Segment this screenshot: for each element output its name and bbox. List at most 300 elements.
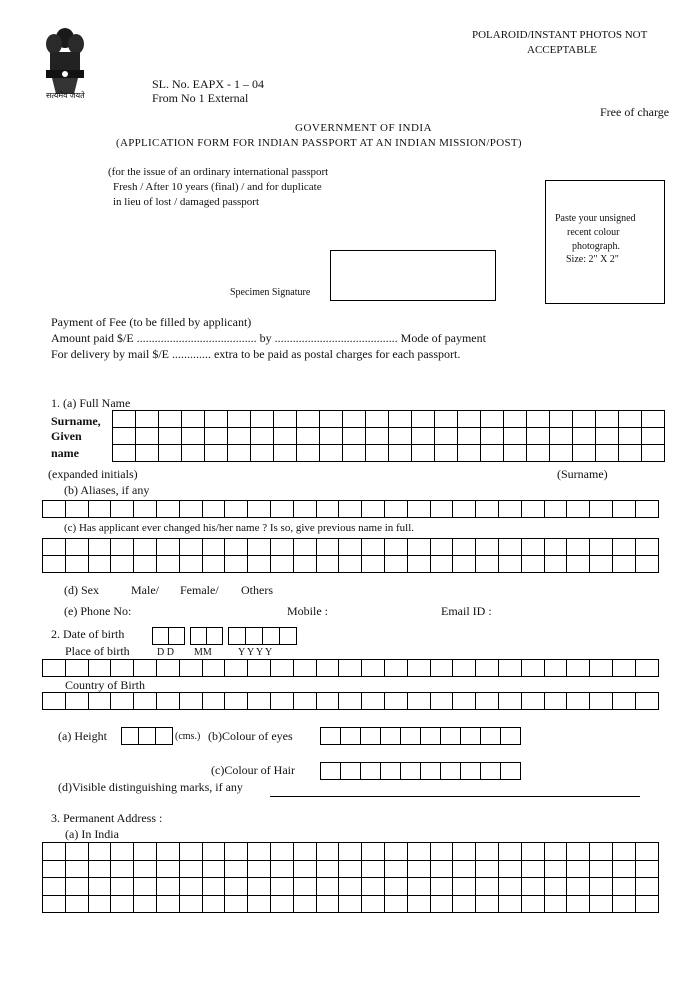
grid-cell[interactable] bbox=[385, 501, 408, 518]
grid-cell[interactable] bbox=[385, 843, 408, 861]
grid-cell[interactable] bbox=[362, 539, 385, 556]
grid-cell[interactable] bbox=[225, 501, 248, 518]
previous-name-grid[interactable] bbox=[42, 538, 659, 573]
grid-cell[interactable] bbox=[113, 445, 136, 462]
sex-female[interactable]: Female/ bbox=[180, 583, 219, 597]
grid-cell[interactable] bbox=[499, 843, 522, 861]
grid-cell[interactable] bbox=[362, 843, 385, 861]
grid-cell[interactable] bbox=[408, 693, 431, 710]
grid-cell[interactable] bbox=[43, 501, 66, 518]
grid-cell[interactable] bbox=[481, 728, 501, 745]
grid-cell[interactable] bbox=[225, 861, 248, 879]
grid-cell[interactable] bbox=[453, 843, 476, 861]
grid-cell[interactable] bbox=[362, 861, 385, 879]
grid-cell[interactable] bbox=[229, 628, 246, 645]
grid-cell[interactable] bbox=[412, 411, 435, 428]
grid-cell[interactable] bbox=[499, 660, 522, 677]
grid-cell[interactable] bbox=[225, 878, 248, 896]
grid-cell[interactable] bbox=[317, 660, 340, 677]
grid-cell[interactable] bbox=[522, 501, 545, 518]
grid-cell[interactable] bbox=[136, 445, 159, 462]
grid-cell[interactable] bbox=[613, 878, 636, 896]
grid-cell[interactable] bbox=[590, 843, 613, 861]
grid-cell[interactable] bbox=[191, 628, 207, 645]
grid-cell[interactable] bbox=[590, 861, 613, 879]
grid-cell[interactable] bbox=[43, 539, 66, 556]
grid-cell[interactable] bbox=[408, 878, 431, 896]
grid-cell[interactable] bbox=[341, 763, 361, 780]
grid-cell[interactable] bbox=[361, 728, 381, 745]
grid-cell[interactable] bbox=[461, 728, 481, 745]
grid-cell[interactable] bbox=[636, 539, 659, 556]
grid-cell[interactable] bbox=[111, 878, 134, 896]
grid-cell[interactable] bbox=[343, 445, 366, 462]
grid-cell[interactable] bbox=[157, 556, 180, 573]
grid-cell[interactable] bbox=[476, 660, 499, 677]
grid-cell[interactable] bbox=[567, 878, 590, 896]
grid-cell[interactable] bbox=[567, 843, 590, 861]
grid-cell[interactable] bbox=[339, 501, 362, 518]
grid-cell[interactable] bbox=[501, 728, 521, 745]
grid-cell[interactable] bbox=[157, 660, 180, 677]
sex-male[interactable]: Male/ bbox=[131, 583, 159, 597]
grid-cell[interactable] bbox=[590, 501, 613, 518]
grid-cell[interactable] bbox=[567, 861, 590, 879]
grid-cell[interactable] bbox=[43, 878, 66, 896]
grid-cell[interactable] bbox=[343, 411, 366, 428]
grid-cell[interactable] bbox=[545, 878, 568, 896]
grid-cell[interactable] bbox=[297, 428, 320, 445]
grid-cell[interactable] bbox=[619, 428, 642, 445]
grid-cell[interactable] bbox=[43, 693, 66, 710]
grid-cell[interactable] bbox=[225, 539, 248, 556]
grid-cell[interactable] bbox=[421, 728, 441, 745]
grid-cell[interactable] bbox=[248, 539, 271, 556]
grid-cell[interactable] bbox=[401, 763, 421, 780]
grid-cell[interactable] bbox=[317, 861, 340, 879]
grid-cell[interactable] bbox=[613, 556, 636, 573]
grid-cell[interactable] bbox=[248, 861, 271, 879]
grid-cell[interactable] bbox=[89, 861, 112, 879]
grid-cell[interactable] bbox=[481, 445, 504, 462]
grid-cell[interactable] bbox=[294, 878, 317, 896]
grid-cell[interactable] bbox=[271, 861, 294, 879]
grid-cell[interactable] bbox=[248, 896, 271, 914]
grid-cell[interactable] bbox=[159, 411, 182, 428]
grid-cell[interactable] bbox=[476, 501, 499, 518]
grid-cell[interactable] bbox=[476, 878, 499, 896]
grid-cell[interactable] bbox=[431, 556, 454, 573]
grid-cell[interactable] bbox=[527, 428, 550, 445]
grid-cell[interactable] bbox=[431, 878, 454, 896]
grid-cell[interactable] bbox=[157, 861, 180, 879]
grid-cell[interactable] bbox=[385, 896, 408, 914]
grid-cell[interactable] bbox=[613, 896, 636, 914]
grid-cell[interactable] bbox=[476, 539, 499, 556]
grid-cell[interactable] bbox=[567, 693, 590, 710]
grid-cell[interactable] bbox=[153, 628, 169, 645]
grid-cell[interactable] bbox=[66, 501, 89, 518]
dob-year-grid[interactable] bbox=[228, 627, 297, 645]
grid-cell[interactable] bbox=[246, 628, 263, 645]
grid-cell[interactable] bbox=[320, 411, 343, 428]
grid-cell[interactable] bbox=[139, 728, 156, 745]
grid-cell[interactable] bbox=[499, 556, 522, 573]
grid-cell[interactable] bbox=[271, 539, 294, 556]
grid-cell[interactable] bbox=[636, 660, 659, 677]
grid-cell[interactable] bbox=[408, 896, 431, 914]
grid-cell[interactable] bbox=[180, 660, 203, 677]
grid-cell[interactable] bbox=[504, 445, 527, 462]
grid-cell[interactable] bbox=[203, 896, 226, 914]
grid-cell[interactable] bbox=[590, 878, 613, 896]
grid-cell[interactable] bbox=[590, 660, 613, 677]
grid-cell[interactable] bbox=[545, 693, 568, 710]
grid-cell[interactable] bbox=[499, 693, 522, 710]
grid-cell[interactable] bbox=[596, 428, 619, 445]
grid-cell[interactable] bbox=[203, 693, 226, 710]
grid-cell[interactable] bbox=[43, 861, 66, 879]
grid-cell[interactable] bbox=[317, 878, 340, 896]
grid-cell[interactable] bbox=[458, 428, 481, 445]
grid-cell[interactable] bbox=[134, 861, 157, 879]
grid-cell[interactable] bbox=[203, 843, 226, 861]
grid-cell[interactable] bbox=[550, 411, 573, 428]
grid-cell[interactable] bbox=[435, 411, 458, 428]
grid-cell[interactable] bbox=[441, 763, 461, 780]
grid-cell[interactable] bbox=[294, 896, 317, 914]
grid-cell[interactable] bbox=[613, 861, 636, 879]
grid-cell[interactable] bbox=[339, 693, 362, 710]
grid-cell[interactable] bbox=[573, 428, 596, 445]
grid-cell[interactable] bbox=[205, 428, 228, 445]
grid-cell[interactable] bbox=[113, 411, 136, 428]
grid-cell[interactable] bbox=[317, 556, 340, 573]
grid-cell[interactable] bbox=[207, 628, 223, 645]
grid-cell[interactable] bbox=[636, 896, 659, 914]
grid-cell[interactable] bbox=[431, 693, 454, 710]
grid-cell[interactable] bbox=[476, 693, 499, 710]
grid-cell[interactable] bbox=[545, 861, 568, 879]
grid-cell[interactable] bbox=[567, 501, 590, 518]
grid-cell[interactable] bbox=[228, 428, 251, 445]
grid-cell[interactable] bbox=[321, 763, 341, 780]
grid-cell[interactable] bbox=[619, 445, 642, 462]
grid-cell[interactable] bbox=[182, 445, 205, 462]
grid-cell[interactable] bbox=[203, 861, 226, 879]
grid-cell[interactable] bbox=[361, 763, 381, 780]
grid-cell[interactable] bbox=[453, 878, 476, 896]
grid-cell[interactable] bbox=[182, 428, 205, 445]
grid-cell[interactable] bbox=[248, 843, 271, 861]
grid-cell[interactable] bbox=[271, 556, 294, 573]
grid-cell[interactable] bbox=[412, 428, 435, 445]
grid-cell[interactable] bbox=[339, 878, 362, 896]
grid-cell[interactable] bbox=[476, 843, 499, 861]
grid-cell[interactable] bbox=[111, 501, 134, 518]
grid-cell[interactable] bbox=[453, 693, 476, 710]
grid-cell[interactable] bbox=[501, 763, 521, 780]
grid-cell[interactable] bbox=[66, 861, 89, 879]
grid-cell[interactable] bbox=[550, 428, 573, 445]
grid-cell[interactable] bbox=[636, 843, 659, 861]
grid-cell[interactable] bbox=[408, 843, 431, 861]
grid-cell[interactable] bbox=[636, 861, 659, 879]
grid-cell[interactable] bbox=[499, 896, 522, 914]
grid-cell[interactable] bbox=[89, 660, 112, 677]
grid-cell[interactable] bbox=[251, 428, 274, 445]
grid-cell[interactable] bbox=[134, 556, 157, 573]
grid-cell[interactable] bbox=[180, 693, 203, 710]
grid-cell[interactable] bbox=[225, 693, 248, 710]
grid-cell[interactable] bbox=[111, 896, 134, 914]
grid-cell[interactable] bbox=[157, 501, 180, 518]
aliases-grid[interactable] bbox=[42, 500, 659, 518]
grid-cell[interactable] bbox=[435, 445, 458, 462]
grid-cell[interactable] bbox=[408, 660, 431, 677]
grid-cell[interactable] bbox=[573, 445, 596, 462]
grid-cell[interactable] bbox=[89, 693, 112, 710]
grid-cell[interactable] bbox=[522, 843, 545, 861]
grid-cell[interactable] bbox=[159, 445, 182, 462]
grid-cell[interactable] bbox=[385, 693, 408, 710]
grid-cell[interactable] bbox=[389, 411, 412, 428]
dob-month-grid[interactable] bbox=[190, 627, 223, 645]
grid-cell[interactable] bbox=[527, 411, 550, 428]
grid-cell[interactable] bbox=[408, 501, 431, 518]
grid-cell[interactable] bbox=[642, 428, 665, 445]
grid-cell[interactable] bbox=[590, 896, 613, 914]
grid-cell[interactable] bbox=[362, 878, 385, 896]
grid-cell[interactable] bbox=[522, 896, 545, 914]
grid-cell[interactable] bbox=[66, 660, 89, 677]
sex-others[interactable]: Others bbox=[241, 583, 273, 597]
grid-cell[interactable] bbox=[159, 428, 182, 445]
grid-cell[interactable] bbox=[431, 843, 454, 861]
grid-cell[interactable] bbox=[225, 556, 248, 573]
grid-cell[interactable] bbox=[89, 556, 112, 573]
grid-cell[interactable] bbox=[339, 896, 362, 914]
grid-cell[interactable] bbox=[248, 501, 271, 518]
grid-cell[interactable] bbox=[385, 556, 408, 573]
grid-cell[interactable] bbox=[134, 539, 157, 556]
grid-cell[interactable] bbox=[642, 411, 665, 428]
grid-cell[interactable] bbox=[317, 693, 340, 710]
grid-cell[interactable] bbox=[441, 728, 461, 745]
india-address-grid[interactable] bbox=[42, 842, 659, 913]
grid-cell[interactable] bbox=[366, 445, 389, 462]
grid-cell[interactable] bbox=[134, 843, 157, 861]
grid-cell[interactable] bbox=[43, 896, 66, 914]
grid-cell[interactable] bbox=[203, 556, 226, 573]
grid-cell[interactable] bbox=[122, 728, 139, 745]
grid-cell[interactable] bbox=[499, 861, 522, 879]
grid-cell[interactable] bbox=[453, 861, 476, 879]
grid-cell[interactable] bbox=[294, 501, 317, 518]
grid-cell[interactable] bbox=[461, 763, 481, 780]
grid-cell[interactable] bbox=[317, 501, 340, 518]
grid-cell[interactable] bbox=[248, 693, 271, 710]
grid-cell[interactable] bbox=[522, 539, 545, 556]
grid-cell[interactable] bbox=[271, 878, 294, 896]
grid-cell[interactable] bbox=[545, 843, 568, 861]
grid-cell[interactable] bbox=[248, 660, 271, 677]
grid-cell[interactable] bbox=[317, 896, 340, 914]
place-of-birth-grid[interactable] bbox=[42, 659, 659, 677]
grid-cell[interactable] bbox=[453, 501, 476, 518]
grid-cell[interactable] bbox=[596, 411, 619, 428]
grid-cell[interactable] bbox=[157, 878, 180, 896]
grid-cell[interactable] bbox=[458, 411, 481, 428]
grid-cell[interactable] bbox=[113, 428, 136, 445]
grid-cell[interactable] bbox=[134, 660, 157, 677]
grid-cell[interactable] bbox=[274, 428, 297, 445]
grid-cell[interactable] bbox=[248, 878, 271, 896]
grid-cell[interactable] bbox=[205, 445, 228, 462]
grid-cell[interactable] bbox=[180, 501, 203, 518]
grid-cell[interactable] bbox=[134, 501, 157, 518]
grid-cell[interactable] bbox=[43, 660, 66, 677]
grid-cell[interactable] bbox=[203, 660, 226, 677]
grid-cell[interactable] bbox=[567, 896, 590, 914]
eye-colour-grid[interactable] bbox=[320, 727, 521, 745]
grid-cell[interactable] bbox=[43, 843, 66, 861]
grid-cell[interactable] bbox=[590, 539, 613, 556]
grid-cell[interactable] bbox=[294, 693, 317, 710]
grid-cell[interactable] bbox=[435, 428, 458, 445]
grid-cell[interactable] bbox=[431, 861, 454, 879]
grid-cell[interactable] bbox=[613, 660, 636, 677]
grid-cell[interactable] bbox=[636, 878, 659, 896]
grid-cell[interactable] bbox=[225, 660, 248, 677]
grid-cell[interactable] bbox=[613, 539, 636, 556]
grid-cell[interactable] bbox=[66, 556, 89, 573]
grid-cell[interactable] bbox=[408, 861, 431, 879]
grid-cell[interactable] bbox=[590, 556, 613, 573]
grid-cell[interactable] bbox=[89, 896, 112, 914]
grid-cell[interactable] bbox=[596, 445, 619, 462]
grid-cell[interactable] bbox=[613, 501, 636, 518]
grid-cell[interactable] bbox=[458, 445, 481, 462]
grid-cell[interactable] bbox=[134, 693, 157, 710]
grid-cell[interactable] bbox=[431, 896, 454, 914]
grid-cell[interactable] bbox=[111, 693, 134, 710]
grid-cell[interactable] bbox=[550, 445, 573, 462]
grid-cell[interactable] bbox=[522, 693, 545, 710]
grid-cell[interactable] bbox=[180, 896, 203, 914]
grid-cell[interactable] bbox=[476, 556, 499, 573]
grid-cell[interactable] bbox=[274, 411, 297, 428]
grid-cell[interactable] bbox=[453, 660, 476, 677]
grid-cell[interactable] bbox=[385, 660, 408, 677]
grid-cell[interactable] bbox=[248, 556, 271, 573]
grid-cell[interactable] bbox=[294, 556, 317, 573]
grid-cell[interactable] bbox=[225, 843, 248, 861]
grid-cell[interactable] bbox=[476, 896, 499, 914]
grid-cell[interactable] bbox=[321, 728, 341, 745]
grid-cell[interactable] bbox=[180, 843, 203, 861]
grid-cell[interactable] bbox=[320, 428, 343, 445]
signature-box[interactable] bbox=[330, 250, 496, 301]
grid-cell[interactable] bbox=[180, 556, 203, 573]
grid-cell[interactable] bbox=[362, 501, 385, 518]
grid-cell[interactable] bbox=[613, 693, 636, 710]
full-name-grid[interactable] bbox=[112, 410, 665, 462]
grid-cell[interactable] bbox=[362, 693, 385, 710]
grid-cell[interactable] bbox=[619, 411, 642, 428]
grid-cell[interactable] bbox=[481, 411, 504, 428]
grid-cell[interactable] bbox=[339, 660, 362, 677]
grid-cell[interactable] bbox=[320, 445, 343, 462]
grid-cell[interactable] bbox=[636, 501, 659, 518]
grid-cell[interactable] bbox=[317, 843, 340, 861]
grid-cell[interactable] bbox=[274, 445, 297, 462]
grid-cell[interactable] bbox=[421, 763, 441, 780]
grid-cell[interactable] bbox=[573, 411, 596, 428]
grid-cell[interactable] bbox=[567, 660, 590, 677]
grid-cell[interactable] bbox=[431, 501, 454, 518]
grid-cell[interactable] bbox=[545, 539, 568, 556]
grid-cell[interactable] bbox=[453, 556, 476, 573]
grid-cell[interactable] bbox=[157, 539, 180, 556]
grid-cell[interactable] bbox=[156, 728, 173, 745]
grid-cell[interactable] bbox=[89, 539, 112, 556]
grid-cell[interactable] bbox=[294, 660, 317, 677]
grid-cell[interactable] bbox=[280, 628, 297, 645]
grid-cell[interactable] bbox=[111, 660, 134, 677]
dob-day-grid[interactable] bbox=[152, 627, 185, 645]
grid-cell[interactable] bbox=[499, 878, 522, 896]
grid-cell[interactable] bbox=[545, 501, 568, 518]
grid-cell[interactable] bbox=[205, 411, 228, 428]
grid-cell[interactable] bbox=[385, 878, 408, 896]
grid-cell[interactable] bbox=[271, 896, 294, 914]
grid-cell[interactable] bbox=[499, 539, 522, 556]
grid-cell[interactable] bbox=[522, 660, 545, 677]
grid-cell[interactable] bbox=[228, 445, 251, 462]
grid-cell[interactable] bbox=[297, 445, 320, 462]
grid-cell[interactable] bbox=[341, 728, 361, 745]
grid-cell[interactable] bbox=[134, 896, 157, 914]
grid-cell[interactable] bbox=[408, 539, 431, 556]
marks-line[interactable] bbox=[270, 796, 640, 797]
grid-cell[interactable] bbox=[527, 445, 550, 462]
grid-cell[interactable] bbox=[157, 843, 180, 861]
grid-cell[interactable] bbox=[66, 896, 89, 914]
grid-cell[interactable] bbox=[294, 843, 317, 861]
grid-cell[interactable] bbox=[339, 861, 362, 879]
grid-cell[interactable] bbox=[111, 539, 134, 556]
grid-cell[interactable] bbox=[43, 556, 66, 573]
grid-cell[interactable] bbox=[66, 693, 89, 710]
grid-cell[interactable] bbox=[408, 556, 431, 573]
grid-cell[interactable] bbox=[362, 660, 385, 677]
grid-cell[interactable] bbox=[545, 660, 568, 677]
grid-cell[interactable] bbox=[203, 539, 226, 556]
grid-cell[interactable] bbox=[136, 428, 159, 445]
grid-cell[interactable] bbox=[366, 411, 389, 428]
grid-cell[interactable] bbox=[271, 693, 294, 710]
grid-cell[interactable] bbox=[481, 763, 501, 780]
grid-cell[interactable] bbox=[180, 539, 203, 556]
grid-cell[interactable] bbox=[66, 878, 89, 896]
grid-cell[interactable] bbox=[157, 896, 180, 914]
grid-cell[interactable] bbox=[66, 539, 89, 556]
grid-cell[interactable] bbox=[203, 501, 226, 518]
grid-cell[interactable] bbox=[339, 556, 362, 573]
grid-cell[interactable] bbox=[136, 411, 159, 428]
grid-cell[interactable] bbox=[522, 556, 545, 573]
